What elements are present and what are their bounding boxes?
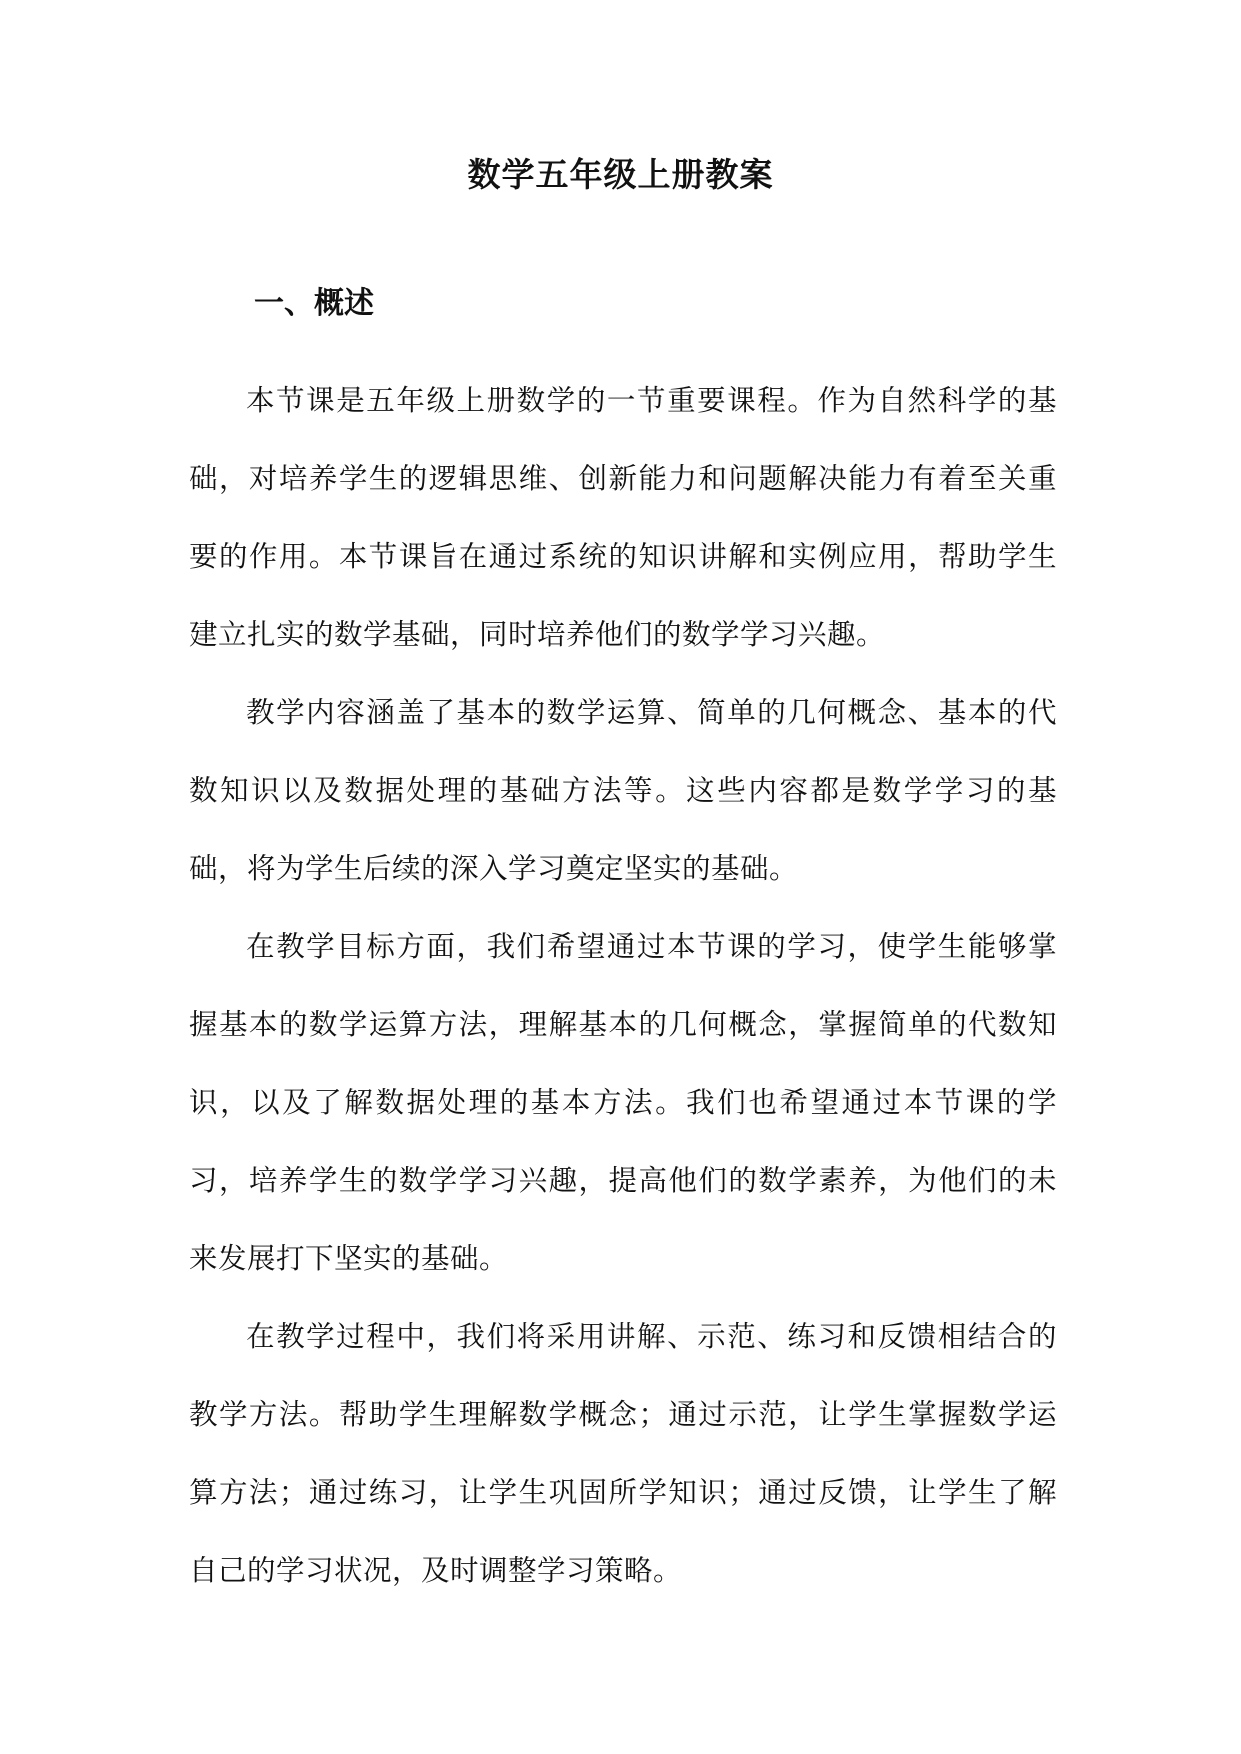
- paragraph-objectives: 在教学目标方面，我们希望通过本节课的学习，使学生能够掌握基本的数学运算方法，理解基本的几何概念，掌握简单的代数知识，以及了解数据处理的基本方法。我们也希望通过本节课的学习，培养学生的数学学习兴趣，提高他们的数学素养，为他们的未来发展打下坚实的基础。: [189, 930, 1057, 1275]
- document-title: 数学五年级上册教案: [467, 155, 774, 194]
- section-body: [189, 362, 1057, 1610]
- paragraph-process: 在教学过程中，我们将采用讲解、示范、练习和反馈相结合的教学方法。帮助学生理解数学概念；通过示范，让学生掌握数学运算方法；通过练习，让学生巩固所学知识；通过反馈，让学生了解自己的学习状况，及时调整学习策略。: [189, 1320, 1057, 1587]
- paragraph-content: 教学内容涵盖了基本的数学运算、简单的几何概念、基本的代数知识以及数据处理的基础方法等。这些内容都是数学学习的基础，将为学生后续的深入学习奠定坚实的基础。: [189, 696, 1057, 885]
- section-heading: 一、概述: [254, 286, 374, 321]
- paragraph-overview: 本节课是五年级上册数学的一节重要课程。作为自然科学的基础，对培养学生的逻辑思维、创新能力和问题解决能力有着至关重要的作用。本节课旨在通过系统的知识讲解和实例应用，帮助学生建立扎实的数学基础，同时培养他们的数学学习兴趣。: [189, 384, 1057, 651]
